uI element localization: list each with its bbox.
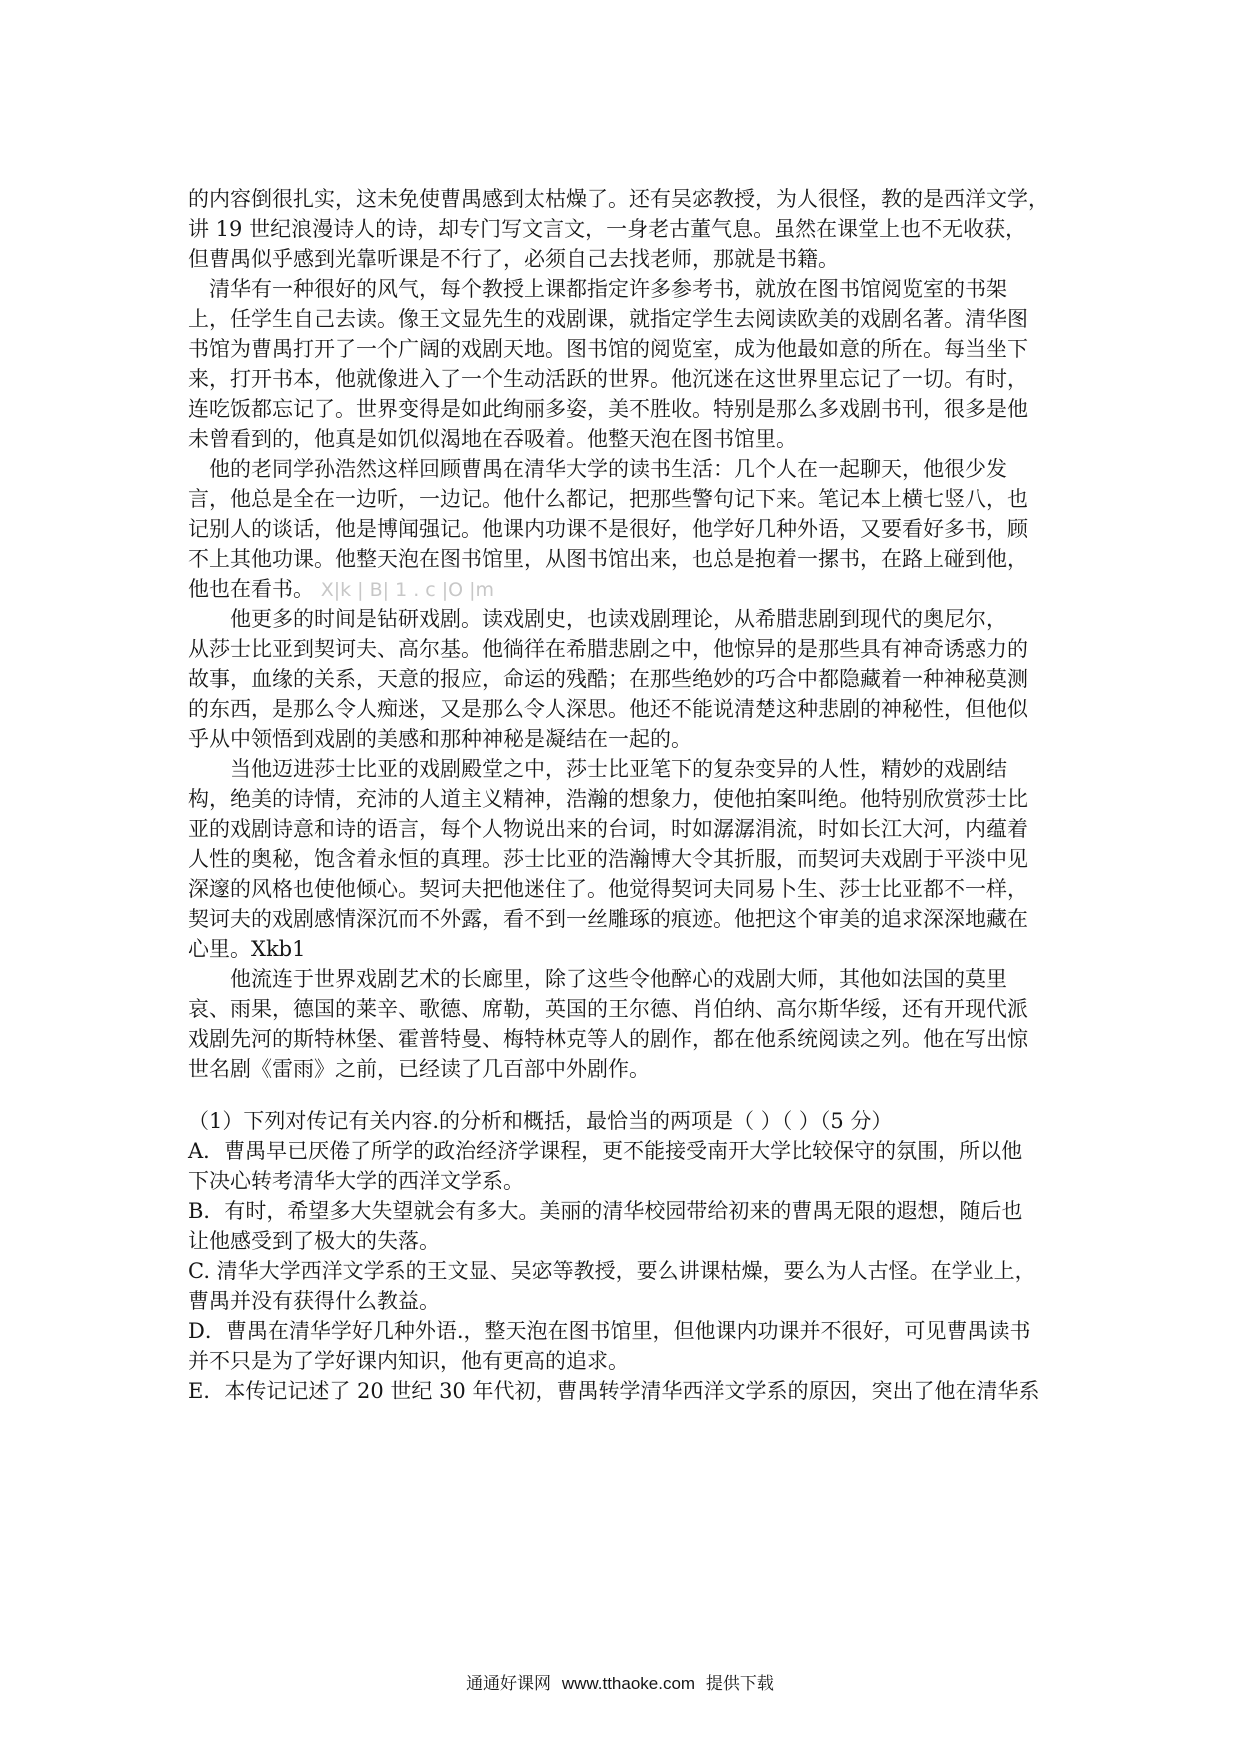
option-line: D．曹禺在清华学好几种外语.，整天泡在图书馆里，但他课内功课并不很好，可见曹禺读书 <box>188 1319 1031 1343</box>
passage-line: 他流连于世界戏剧艺术的长廊里，除了这些令他醉心的戏剧大师，其他如法国的莫里 <box>188 967 1007 991</box>
passage-line: 他的老同学孙浩然这样回顾曹禺在清华大学的读书生活：几个人在一起聊天，他很少发 <box>188 457 1007 481</box>
passage-line: 人性的奥秘，饱含着永恒的真理。莎士比亚的浩瀚博大令其折服，而契诃夫戏剧于平淡中见 <box>188 847 1028 871</box>
passage-line: 连吃饭都忘记了。世界变得是如此绚丽多姿，美不胜收。特别是那么多戏剧书刊，很多是他 <box>188 397 1028 421</box>
passage-line: 世名剧《雷雨》之前，已经读了几百部中外剧作。 <box>188 1057 650 1081</box>
option-line: 下决心转考清华大学的西洋文学系。 <box>188 1169 524 1193</box>
question-stem: （1）下列对传记有关内容.的分析和概括，最恰当的两项是（ ）（ ）（5 分） <box>188 1109 893 1133</box>
passage-line: 深邃的风格也使他倾心。契诃夫把他迷住了。他觉得契诃夫同易卜生、莎士比亚都不一样， <box>188 877 1028 901</box>
passage-line: 他更多的时间是钻研戏剧。读戏剧史，也读戏剧理论，从希腊悲剧到现代的奥尼尔， <box>188 607 1007 631</box>
passage-line: 言，他总是全在一边听，一边记。他什么都记，把那些警句记下来。笔记本上横七竖八，也 <box>188 487 1028 511</box>
passage-line: 心里。Xkb1 <box>188 937 306 961</box>
passage-line: 清华有一种很好的风气，每个教授上课都指定许多参考书，就放在图书馆阅览室的书架 <box>188 277 1007 301</box>
option-line: C. 清华大学西洋文学系的王文显、吴宓等教授，要么讲课枯燥，要么为人古怪。在学业上， <box>188 1259 1036 1283</box>
option-line: B．有时，希望多大失望就会有多大。美丽的清华校园带给初来的曹禺无限的遐想，随后也 <box>188 1199 1023 1223</box>
passage-line: 书馆为曹禺打开了一个广阔的戏剧天地。图书馆的阅览室，成为他最如意的所在。每当坐下 <box>188 337 1028 361</box>
passage-line: 亚的戏剧诗意和诗的语言，每个人物说出来的台词，时如潺潺涓流，时如长江大河，内蕴着 <box>188 817 1028 841</box>
passage-line: 不上其他功课。他整天泡在图书馆里，从图书馆出来，也总是抱着一摞书，在路上碰到他， <box>188 547 1028 571</box>
watermark-text: X|k | B| 1 . c |O |m <box>320 579 495 601</box>
passage-line: 但曹禺似乎感到光靠听课是不行了，必须自己去找老师，那就是书籍。 <box>188 247 839 271</box>
footer-site-name: 通通好课网 <box>466 1674 552 1694</box>
option-line: 曹禺并没有获得什么教益。 <box>188 1289 440 1313</box>
passage-line <box>188 574 1052 604</box>
passage-line: 当他迈进莎士比亚的戏剧殿堂之中，莎士比亚笔下的复杂变异的人性，精妙的戏剧结 <box>188 757 1007 781</box>
passage-line: 的东西，是那么令人痴迷，又是那么令人深思。他还不能说清楚这种悲剧的神秘性，但他似 <box>188 697 1028 721</box>
footer-url: www.tthaoke.com <box>561 1674 696 1693</box>
passage-line: 的内容倒很扎实，这未免使曹禺感到太枯燥了。还有吴宓教授，为人很怪，教的是西洋文学， <box>188 187 1049 211</box>
passage-line: 记别人的谈话，他是博闻强记。他课内功课不是很好，他学好几种外语，又要看好多书，顾 <box>188 517 1028 541</box>
section-gap <box>188 1084 1052 1106</box>
passage-line: 契诃夫的戏剧感情深沉而不外露，看不到一丝雕琢的痕迹。他把这个审美的追求深深地藏在 <box>188 907 1028 931</box>
option-line: E．本传记记述了 20 世纪 30 年代初，曹禺转学清华西洋文学系的原因，突出了他在清华系 <box>188 1379 1040 1403</box>
passage-line: 乎从中领悟到戏剧的美感和那种神秘是凝结在一起的。 <box>188 727 692 751</box>
passage-line-text: 他也在看书。 <box>188 577 314 601</box>
passage-line: 从莎士比亚到契诃夫、高尔基。他徜徉在希腊悲剧之中，他惊异的是那些具有神奇诱惑力的 <box>188 637 1028 661</box>
option-line: A．曹禺早已厌倦了所学的政治经济学课程，更不能接受南开大学比较保守的氛围，所以他 <box>188 1139 1023 1163</box>
passage-line: 上，任学生自己去读。像王文显先生的戏剧课，就指定学生去阅读欧美的戏剧名著。清华图 <box>188 307 1028 331</box>
footer-suffix: 提供下载 <box>705 1674 774 1694</box>
passage <box>188 184 1052 1406</box>
passage-line: 来，打开书本，他就像进入了一个生动活跃的世界。他沉迷在这世界里忘记了一切。有时， <box>188 367 1028 391</box>
passage-line: 讲 19 世纪浪漫诗人的诗，却专门写文言文，一身老古董气息。虽然在课堂上也不无收获， <box>188 217 1027 241</box>
passage-line: 哀、雨果，德国的莱辛、歌德、席勒，英国的王尔德、肖伯纳、高尔斯华绥，还有开现代派 <box>188 997 1028 1021</box>
page-footer <box>0 1672 1240 1696</box>
option-line: 并不只是为了学好课内知识，他有更高的追求。 <box>188 1349 629 1373</box>
option-line: 让他感受到了极大的失落。 <box>188 1229 440 1253</box>
passage-line: 构，绝美的诗情，充沛的人道主义精神，浩瀚的想象力，使他拍案叫绝。他特别欣赏莎士比 <box>188 787 1028 811</box>
passage-line: 故事，血缘的关系，天意的报应，命运的残酷；在那些绝妙的巧合中都隐藏着一种神秘莫测 <box>188 667 1028 691</box>
passage-line: 戏剧先河的斯特林堡、霍普特曼、梅特林克等人的剧作，都在他系统阅读之列。他在写出惊 <box>188 1027 1028 1051</box>
passage-line: 未曾看到的，他真是如饥似渴地在吞吸着。他整天泡在图书馆里。 <box>188 427 797 451</box>
